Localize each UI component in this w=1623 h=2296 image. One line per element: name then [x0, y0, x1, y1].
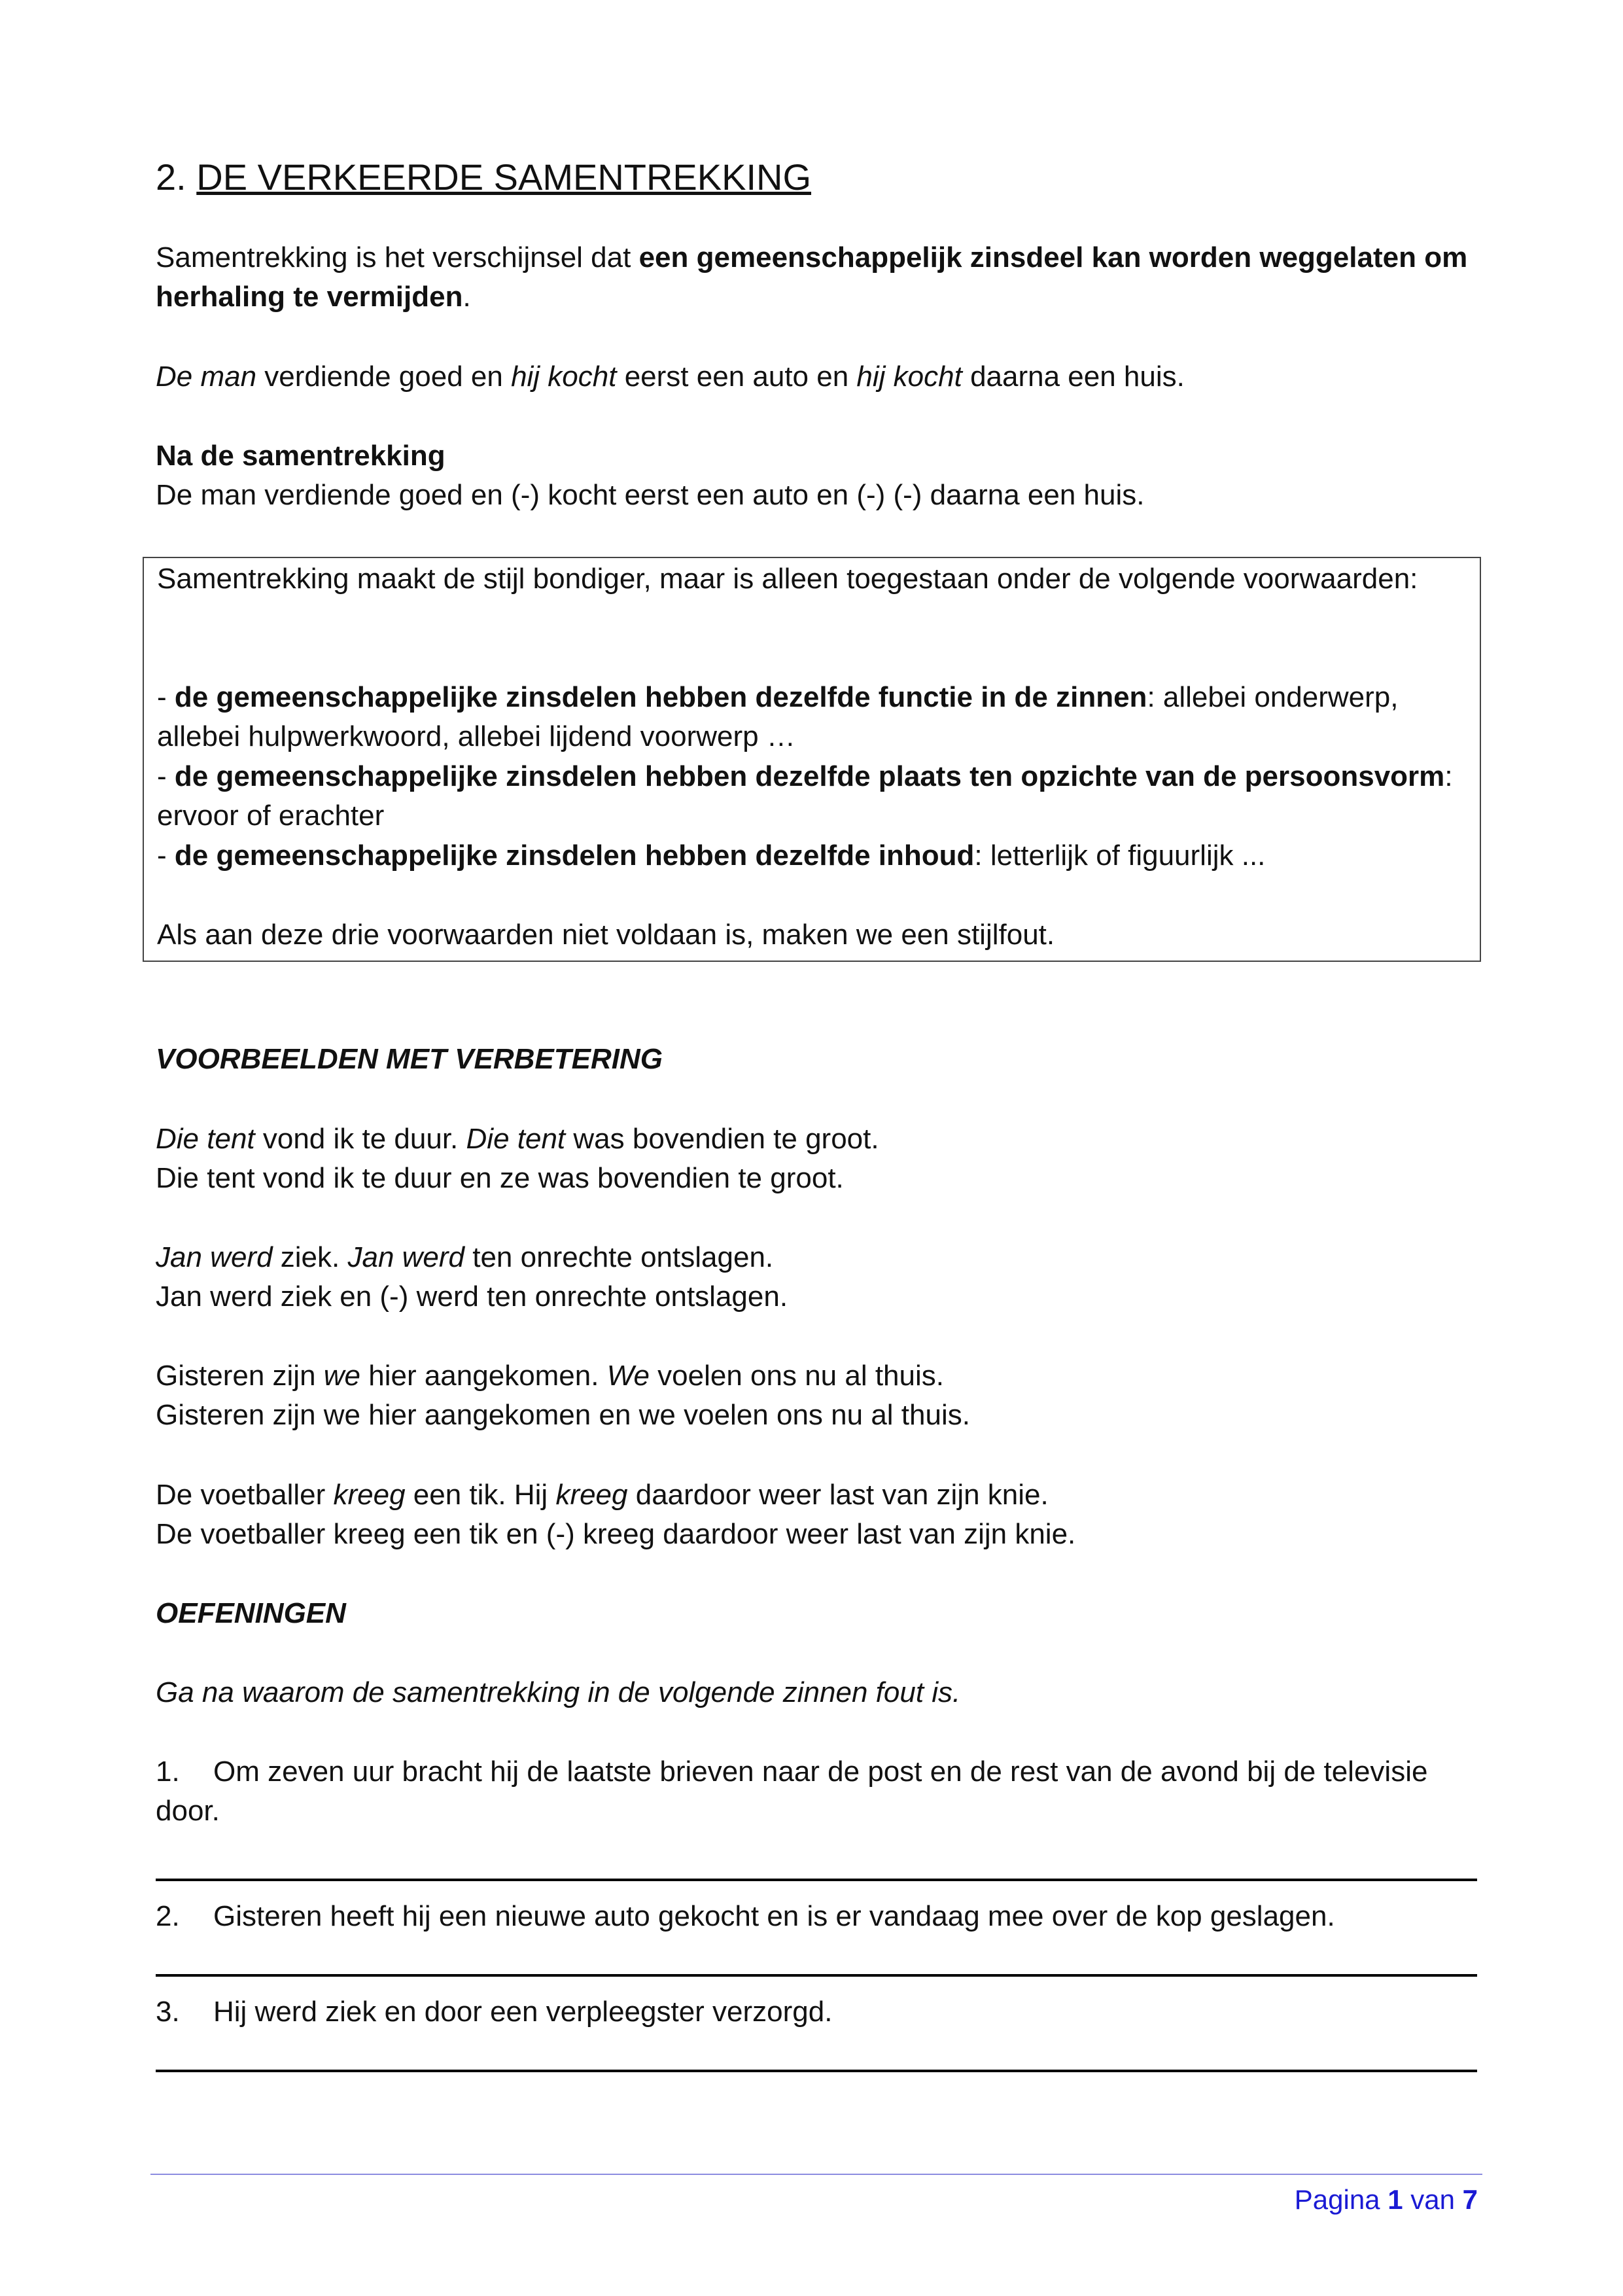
example-italic: kreeg [333, 1479, 406, 1511]
page-number [1295, 2174, 1478, 2219]
exercise-number: 3. [156, 1996, 180, 2028]
exercise-3 [156, 1992, 1490, 2032]
box-intro: Samentrekking maakt de stijl bondiger, maar is alleen toegestaan onder de volgende voorwaarden: [157, 563, 1418, 595]
example-text: een tik. Hij [405, 1479, 556, 1511]
examples-heading-text: VOORBEELDEN MET VERBETERING [156, 1043, 663, 1075]
condition-bold: de gemeenschappelijke zinsdelen hebben dezelfde inhoud [174, 839, 975, 872]
after-contraction-text: De man verdiende goed en (-) kocht eerst een auto en (-) (-) daarna een huis. [156, 479, 1145, 511]
intro-paragraph [156, 238, 1490, 317]
example-text-3: daarna een huis. [962, 361, 1185, 393]
answer-line-1[interactable] [156, 1879, 1477, 1881]
example-pair-1-original [156, 1120, 1490, 1159]
example-italic: We [606, 1360, 650, 1392]
example-italic: Die tent [466, 1123, 566, 1155]
page-middle: van [1403, 2184, 1463, 2215]
exercise-number: 1. [156, 1756, 180, 1788]
conditions-box [143, 557, 1481, 962]
condition-rest: : allebei onderwerp, allebei hulpwerkwoord, allebei lijdend voorwerp … [157, 681, 1399, 752]
condition-2 [157, 757, 1465, 836]
example-pair-2-fix: Jan werd ziek en (-) werd ten onrechte ontslagen. [156, 1280, 788, 1313]
example-italic: Die tent [156, 1123, 255, 1155]
exercises-instruction [156, 1673, 1490, 1712]
exercises-heading [156, 1594, 1490, 1633]
exercises-heading-text: OEFENINGEN [156, 1597, 346, 1629]
after-title-text: Na de samentrekking [156, 440, 445, 472]
example-pair-1-fix: Die tent vond ik te duur en ze was bovendien te groot. [156, 1162, 844, 1194]
exercise-2 [156, 1897, 1490, 1936]
example-italic: we [323, 1360, 361, 1392]
page-total: 7 [1462, 2184, 1478, 2215]
page-title [156, 154, 1490, 200]
example-text-1: verdiende goed en [256, 361, 512, 393]
answer-line-2[interactable] [156, 1974, 1477, 1977]
example-pair-2-original [156, 1238, 1490, 1277]
example-pair-4-fix: De voetballer kreeg een tik en (-) kreeg daardoor weer last van zijn knie. [156, 1518, 1076, 1550]
example-text: ziek. [272, 1241, 348, 1273]
intro-text: Samentrekking is het verschijnsel dat [156, 241, 639, 274]
exercise-number: 2. [156, 1900, 180, 1932]
condition-bold: de gemeenschappelijke zinsdelen hebben dezelfde functie in de zinnen [174, 681, 1147, 713]
example-italic: Jan werd [347, 1241, 465, 1273]
page-current: 1 [1387, 2184, 1403, 2215]
example-italic: Jan werd [156, 1241, 273, 1273]
exercise-text: Hij werd ziek en door een verpleegster verzorgd. [213, 1996, 833, 2028]
examples-heading [156, 1040, 1490, 1079]
footer-divider [150, 2174, 1482, 2175]
example-italic-2: hij kocht [511, 361, 617, 393]
example-text: ten onrechte ontslagen. [464, 1241, 774, 1273]
heading-number: 2. [156, 156, 186, 198]
exercise-1 [156, 1752, 1490, 1831]
example-text: voelen ons nu al thuis. [649, 1360, 944, 1392]
condition-dash: - [157, 760, 175, 792]
page-prefix: Pagina [1294, 2184, 1388, 2215]
example-pair-3-original [156, 1356, 1490, 1396]
condition-3 [157, 836, 1465, 875]
example-text-2: eerst een auto en [616, 361, 857, 393]
example-italic-1: De man [156, 361, 257, 393]
example-pair-3-fix: Gisteren zijn we hier aangekomen en we voelen ons nu al thuis. [156, 1399, 970, 1431]
condition-rest: : letterlijk of figuurlijk ... [974, 839, 1266, 872]
example-pair-4-original [156, 1475, 1490, 1515]
exercise-text: Om zeven uur bracht hij de laatste brieven naar de post en de rest van de avond bij de televisie door. [156, 1756, 1428, 1827]
example-text: was bovendien te groot. [565, 1123, 879, 1155]
example-text: De voetballer [156, 1479, 334, 1511]
example-text: Gisteren zijn [156, 1360, 324, 1392]
example-italic: kreeg [555, 1479, 628, 1511]
example-text: hier aangekomen. [360, 1360, 607, 1392]
exercise-text: Gisteren heeft hij een nieuwe auto gekocht en is er vandaag mee over de kop geslagen. [213, 1900, 1335, 1932]
intro-end: . [462, 281, 471, 313]
after-contraction-title [156, 436, 1490, 476]
box-conclusion: Als aan deze drie voorwaarden niet voldaan is, maken we een stijlfout. [157, 919, 1055, 951]
example-text: vond ik te duur. [254, 1123, 466, 1155]
example-italic-3: hij kocht [856, 361, 962, 393]
heading-text: DE VERKEERDE SAMENTREKKING [196, 156, 812, 198]
condition-bold: de gemeenschappelijke zinsdelen hebben dezelfde plaats ten opzichte van de persoonsvorm [174, 760, 1445, 792]
intro-bold: een gemeenschappelijk zinsdeel kan worden weggelaten om herhaling te vermijden [156, 241, 1468, 313]
condition-rest: : ervoor of erachter [157, 760, 1453, 832]
condition-1 [157, 678, 1465, 756]
condition-dash: - [157, 839, 175, 872]
condition-dash: - [157, 681, 175, 713]
exercises-instruction-text: Ga na waarom de samentrekking in de volgende zinnen fout is. [156, 1676, 961, 1708]
example-text: daardoor weer last van zijn knie. [627, 1479, 1049, 1511]
example-sentence [156, 357, 1490, 397]
answer-line-3[interactable] [156, 2070, 1477, 2072]
